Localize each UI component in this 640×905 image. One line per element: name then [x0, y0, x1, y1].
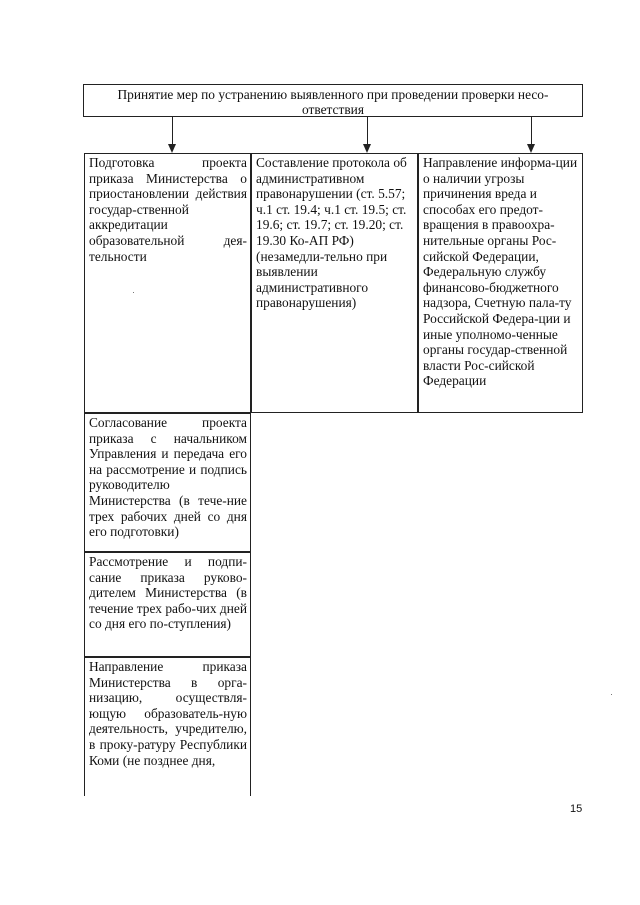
arrow-2-line: [367, 117, 368, 145]
step-send-order: [84, 657, 251, 796]
action-draw-protocol-text: Составление протокола об административном правонарушении (ст. 5.57; ч.1 ст. 19.4; ч.1 ст. 19.5; ст. 19.6; ст. 19.7; ст. 19.20; ст. 19.30 Ко-АП РФ) (незамедли-тельно при выявлении административного правонарушения): [256, 155, 407, 311]
step-sign-order: [84, 552, 251, 657]
arrow-3-line: [531, 117, 532, 145]
arrow-2-head: [363, 144, 371, 153]
action-send-information: [418, 153, 583, 413]
action-send-information-text: Направление информа-ции о наличии угрозы причинения вреда и способах его предот-вращения в правоохра-нительные органы Рос-сийской Федерации, Федеральную службу финансово-бюджетного надзора, Счетную пала-ту Российской Федера-ции и иные уполномо-ченные органы государ-ственной власти Рос-сийской Федерации: [423, 155, 578, 389]
arrow-1-line: [172, 117, 173, 145]
step-approve-order: [84, 413, 251, 552]
arrow-3-head: [527, 144, 535, 153]
header-box-text: Принятие мер по устранению выявленного при проведении проверки несо-ответствия: [117, 87, 549, 117]
action-prepare-order: [84, 153, 251, 413]
arrow-1-head: [168, 144, 176, 153]
scan-speck: [133, 292, 134, 293]
step-sign-order-text: Рассмотрение и подпи-сание приказа руково-дителем Министерства (в течение трех рабо-чих дней со дня его по-ступления): [89, 554, 247, 632]
step-approve-order-text: Согласование проекта приказа с начальником Управления и передача его на рассмотрение и подпись руководителю Министерства (в тече-ние трех рабочих дней со дня его подготовки): [89, 415, 247, 540]
action-prepare-order-text: Подготовка проекта приказа Министерства о приостановлении действия государ-ственной аккредитации образовательной дея-тельности: [89, 155, 247, 264]
page-number: 15: [570, 803, 583, 815]
header-box: [83, 84, 583, 117]
scan-speck: [611, 694, 612, 695]
step-send-order-text: Направление приказа Министерства в орга-низацию, осуществля-ющую образователь-ную деятельность, учредителю, в проку-ратуру Республики Коми (не позднее дня,: [89, 659, 247, 768]
action-draw-protocol: [251, 153, 418, 413]
